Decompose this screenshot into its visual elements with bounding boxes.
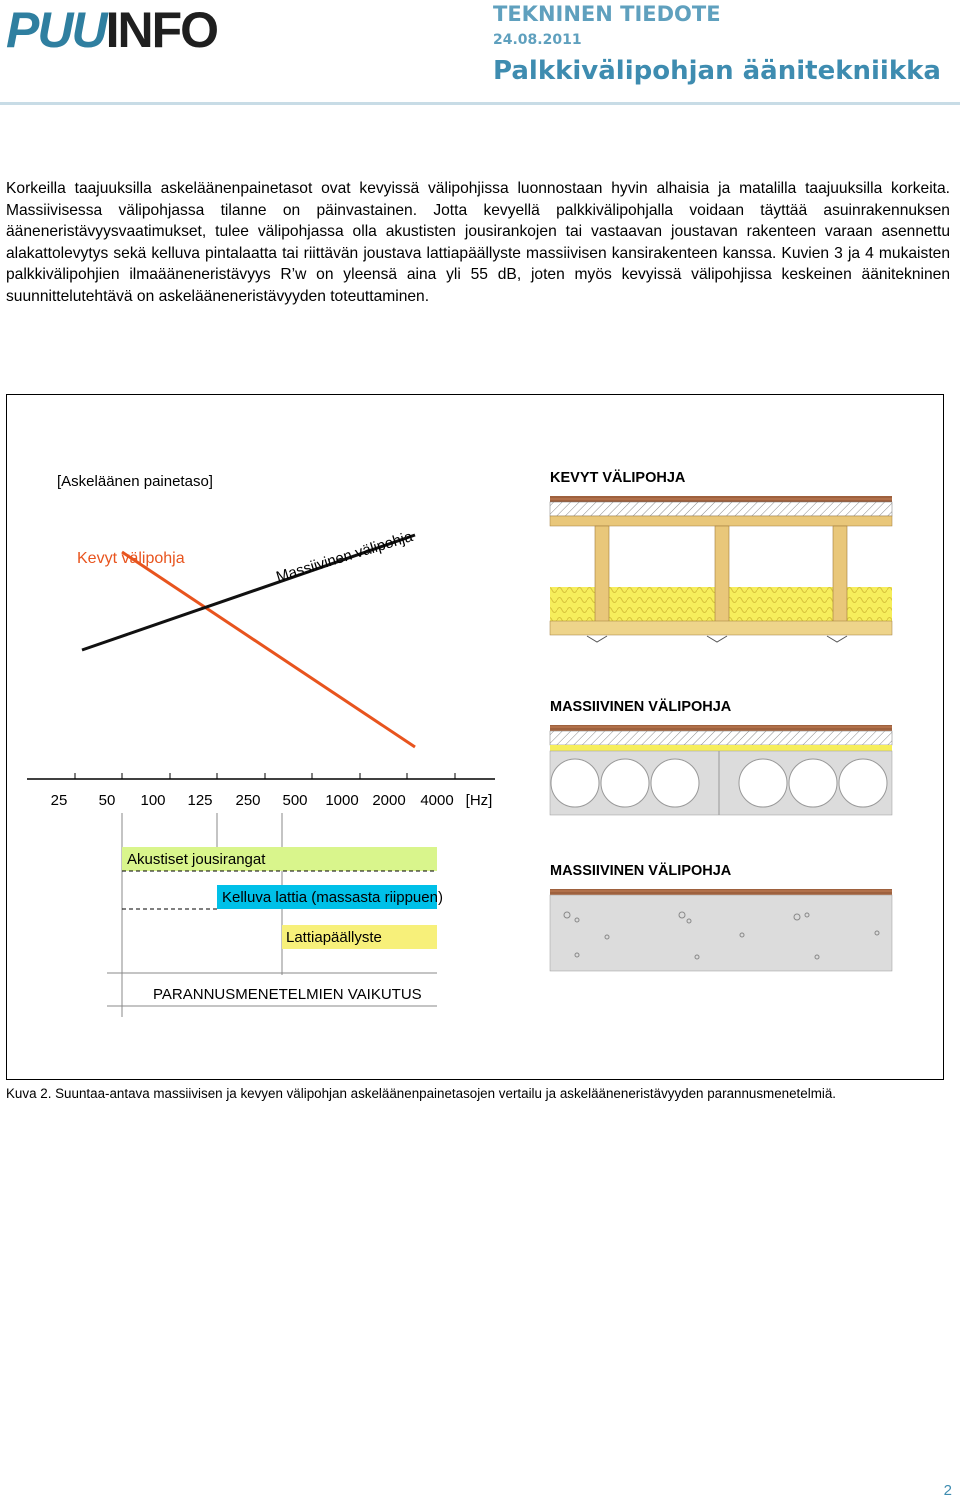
figure-box [6, 394, 944, 1080]
bar-acoustic-channels-label: Akustiset jousirangat [127, 851, 266, 868]
figure-svg [7, 395, 945, 1081]
x-tick-label: 1000 [325, 792, 359, 809]
x-tick-label: 2000 [372, 792, 406, 809]
document-date: 24.08.2011 [493, 32, 582, 48]
effect-label: PARANNUSMENETELMIEN VAIKUTUS [153, 986, 422, 1003]
header-divider [0, 102, 960, 105]
section-light-title: KEVYT VÄLIPOHJA [550, 470, 686, 486]
body-section [6, 178, 950, 308]
x-tick-label: 25 [50, 792, 68, 809]
document-title: Palkkivälipohjan äänitekniikka [493, 56, 941, 86]
x-tick-label: [Hz] [465, 792, 493, 809]
document-type: TEKNINEN TIEDOTE [493, 2, 721, 26]
x-ticks [75, 773, 455, 779]
light-floor-curve [122, 552, 415, 747]
x-tick-label: 50 [98, 792, 116, 809]
logo-part1: PUU [6, 2, 106, 58]
page-number: 2 [943, 1482, 952, 1499]
bar-floating-floor-label: Kelluva lattia (massasta riippuen) [222, 889, 443, 906]
x-tick-label: 500 [282, 792, 308, 809]
x-tick-label: 125 [187, 792, 213, 809]
puuinfo-logo [6, 2, 218, 58]
massive-solid-section [550, 889, 892, 971]
light-floor-section [550, 496, 892, 642]
figure-caption: Kuva 2. Suuntaa-antava massiivisen ja kevyen välipohjan askeläänenpainetasojen vertailu ja askelääneneristävyyden parannusmenetelmiä. [6, 1086, 836, 1101]
body-paragraph: Korkeilla taajuuksilla askeläänenpainetasot ovat kevyissä välipohjissa luonnostaan hyvin alhaisia ja matalilla taajuuksilla korkeita. Massiivisessa välipohjassa tilanne on päinvastainen. Jotta kevyellä palkkivälipohjalla voidaan täyttää asuinrakennuksen ääneneristävyysvaatimukset, tulee välipohjassa olla akustisten jousirankojen tai vastaavan joustavan rakenteen varaan asennettu alakattolevytys sekä kelluva pintalaatta tai riittävän joustava lattiapäällyste massiivisen kansirakenteen kanssa. Kuvien 3 ja 4 mukaisten palkkivälipohjien ilmaääneneristävyys R’w on yleensä aina yli 55 dB, joten myös kevyissä välipohjissa keskeinen äänitekninen suunnittelutehtävä on askelääneneristävyyden toteuttaminen. [6, 180, 950, 305]
massive-floor-label: Massiivinen välipohja [274, 528, 415, 586]
logo-part2: INFO [105, 2, 218, 58]
x-tick-label: 100 [140, 792, 166, 809]
section-massive2-title: MASSIIVINEN VÄLIPOHJA [550, 863, 732, 879]
chart-title: [Askeläänen painetaso] [57, 473, 213, 490]
section-massive1-title: MASSIIVINEN VÄLIPOHJA [550, 699, 732, 715]
massive-hollow-section [550, 725, 892, 815]
x-tick-label: 250 [235, 792, 261, 809]
bar-floor-covering-label: Lattiapäällyste [286, 929, 382, 946]
x-tick-label: 4000 [420, 792, 454, 809]
light-floor-label: Kevyt välipohja [77, 550, 185, 567]
